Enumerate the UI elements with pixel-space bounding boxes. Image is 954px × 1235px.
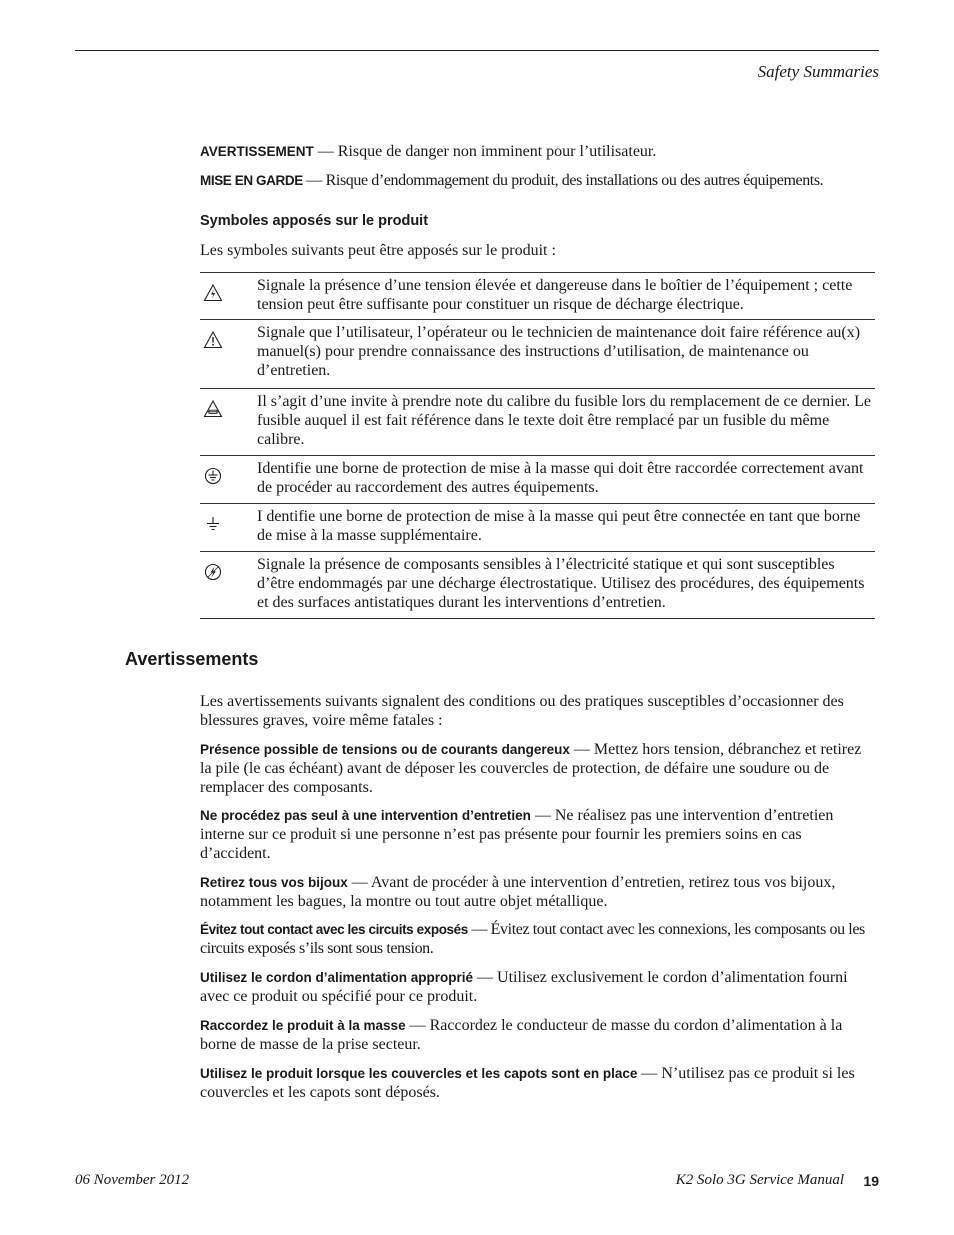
warning-text: — Évitez tout contact avec les connexions, les composants ou les circuits exposés s’ils sont sous tension. <box>200 921 865 957</box>
symbol-description: I dentifie une borne de protection de mise à la masse qui peut être connectée en tant que borne de mise à la masse supplémentaire. <box>257 508 861 544</box>
protective-ground-icon <box>203 466 223 486</box>
footer-date: 06 November 2012 <box>75 1172 190 1188</box>
warnings-intro: Les avertissements suivants signalent des conditions ou des pratiques susceptibles d’occasionner des blessures graves, voire même fatales : <box>200 693 844 729</box>
definition-text: — Risque d’endommagement du produit, des installations ou des autres équipements. <box>302 172 824 189</box>
warning-item <box>200 968 875 1006</box>
warning-term: Évitez tout contact avec les circuits exposés <box>200 922 468 937</box>
warning-term: Raccordez le produit à la masse <box>200 1018 406 1033</box>
esd-sensitive-icon <box>203 562 223 582</box>
symbol-row <box>200 456 875 504</box>
symbol-row <box>200 273 875 320</box>
warning-item <box>200 806 875 863</box>
warning-term: Utilisez le produit lorsque les couvercles et les capots sont en place <box>200 1066 638 1081</box>
definition-avertissement <box>200 142 875 161</box>
warning-term: Utilisez le cordon d’alimentation approprié <box>200 970 474 985</box>
warning-term: Présence possible de tensions ou de courants dangereux <box>200 742 570 757</box>
symbol-row <box>200 552 875 619</box>
symbol-row <box>200 320 875 389</box>
symbol-row <box>200 504 875 552</box>
warning-text: — N’utilisez pas ce produit si les couvercles et les capots sont déposés. <box>200 1065 855 1101</box>
symbols-intro: Les symboles suivants peut être apposés sur le produit : <box>200 242 556 259</box>
warning-item <box>200 740 875 797</box>
warning-item <box>200 873 875 911</box>
symbol-description: Signale la présence d’une tension élevée et dangereuse dans le boîtier de l’équipement ; cette tension peut être suffisante pour constituer un risque de décharge électrique. <box>257 277 853 313</box>
section-title: Avertissements <box>125 649 259 669</box>
page-number: 19 <box>863 1173 879 1189</box>
symbol-description: Il s’agit d’une invite à prendre note du calibre du fusible lors du remplacement de ce dernier. Le fusible auquel il est fait référence dans le texte doit être remplacé par un fusible du même calibre. <box>257 393 871 448</box>
warning-term: Retirez tous vos bijoux <box>200 875 348 890</box>
symbol-description: Identifie une borne de protection de mise à la masse qui doit être raccordée correctement avant de procéder au raccordement des autres équipements. <box>257 460 864 496</box>
definition-mise-en-garde <box>200 171 875 190</box>
symbol-row <box>200 389 875 456</box>
warning-text: — Ne réalisez pas une intervention d’entretien interne sur ce produit si une personne n’est pas présente pour fournir les premiers soins en cas d’accident. <box>200 807 834 862</box>
header-rule <box>75 50 879 51</box>
definition-term: MISE EN GARDE <box>200 173 303 188</box>
warning-item <box>200 1016 875 1054</box>
caution-triangle-icon <box>203 330 223 350</box>
high-voltage-warning-icon <box>203 283 223 303</box>
definition-term: AVERTISSEMENT <box>200 144 314 159</box>
symbol-description: Signale la présence de composants sensibles à l’électricité statique et qui sont susceptibles d’être endommagés par une décharge électrostatique. Utilisez des procédures, des équipements et des surfaces antistatiques durant les interventions d’entretien. <box>257 556 865 611</box>
warning-item <box>200 920 875 958</box>
symbols-table <box>200 272 875 619</box>
warning-text: — Mettez hors tension, débranchez et retirez la pile (le cas échéant) avant de déposer les couvercles de protection, de défaire une soudure ou de remplacer des composants. <box>200 741 862 796</box>
warning-item <box>200 1064 875 1102</box>
footer-manual-title: K2 Solo 3G Service Manual <box>675 1172 844 1188</box>
symbol-description: Signale que l’utilisateur, l’opérateur ou le technicien de maintenance doit faire référence au(x) manuel(s) pour prendre connaissance des instructions d’utilisation, de maintenance ou d’entretien. <box>257 324 861 379</box>
warning-term: Ne procédez pas seul à une intervention d’entretien <box>200 808 531 823</box>
symbols-heading: Symboles apposés sur le produit <box>200 213 429 229</box>
fuse-replacement-icon <box>203 399 223 419</box>
warning-text: — Raccordez le conducteur de masse du cordon d’alimentation à la borne de masse de la prise secteur. <box>200 1017 843 1053</box>
warning-text: — Utilisez exclusivement le cordon d’alimentation fourni avec ce produit ou spécifié pour ce produit. <box>200 969 848 1005</box>
earth-ground-icon <box>203 514 223 534</box>
warning-text: — Avant de procéder à une intervention d’entretien, retirez tous vos bijoux, notamment les bagues, la montre ou tout autre objet métallique. <box>200 874 836 910</box>
running-head: Safety Summaries <box>757 62 879 81</box>
definition-text: — Risque de danger non imminent pour l’utilisateur. <box>313 143 657 160</box>
